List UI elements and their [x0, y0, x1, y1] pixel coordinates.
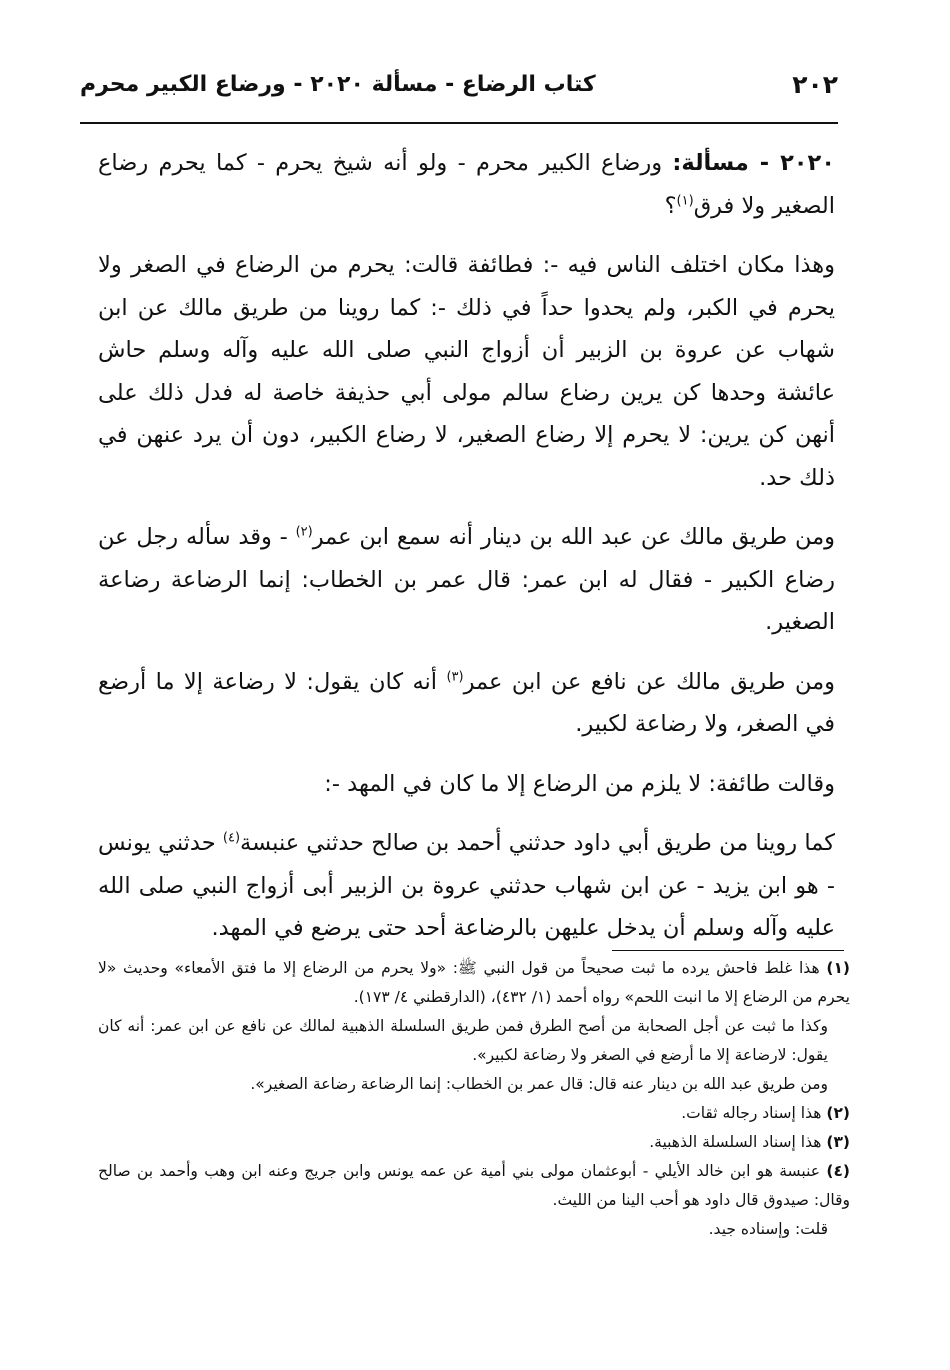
- footnote-3-number: (٣): [826, 1133, 850, 1151]
- footnote-ref-2[interactable]: (٢): [295, 524, 313, 540]
- paragraph-nafi: [98, 661, 835, 746]
- footnote-1-number: (١): [826, 959, 850, 977]
- footnote-3-text: هذا إسناد السلسلة الذهبية.: [649, 1133, 822, 1151]
- footnote-2-number: (٢): [826, 1104, 850, 1122]
- footnote-ref-4[interactable]: (٤): [222, 830, 241, 846]
- footnote-1-end: ومن طريق عبد الله بن دينار عنه قال: قال عمر بن الخطاب: إنما الرضاعة رضاعة الصغير».: [250, 1075, 828, 1093]
- footnote-4: [98, 1157, 850, 1215]
- footnote-4-text: عنبسة هو ابن خالد الأيلي - أبوعثمان مولى بني أمية عن عمه يونس وابن جريج وعنه ابن وهب وأحمد بن صالح وقال: صيدوق قال داود هو أحب الينا من الليث.: [98, 1162, 850, 1209]
- footnote-4-note: قلت: وإسناده جيد.: [708, 1220, 828, 1238]
- paragraph-nafi-b: أنه كان يقول: لا رضاعة إلا ما أرضع في الصغر، ولا رضاعة لكبير.: [98, 668, 835, 737]
- footnote-2: [98, 1099, 850, 1128]
- footnote-1-continued: وكذا ما ثبت عن أجل الصحابة من أصح الطرق فمن طريق السلسلة الذهبية لمالك عن نافع عن ابن عمر: أنه كان يقول: لارضاعة إلا ما أرضع في الصغر ولا رضاعة لكبير».: [98, 1017, 828, 1064]
- paragraph-abu-dawud-b: حدثني يونس - هو ابن يزيد - عن ابن شهاب حدثني عروة بن الزبير أبى أزواج النبي صلى الله عليه وآله وسلم أن يدخل عليهن بالرضاعة أحد حتى يرضع في المهد.: [98, 830, 835, 941]
- footnote-3: [98, 1128, 850, 1157]
- issue-label: ٢٠٢٠ - مسألة:: [672, 150, 835, 176]
- main-text: [98, 142, 835, 967]
- paragraph-disagreement: وهذا مكان اختلف الناس فيه -: فطائفة قالت: يحرم من الرضاع في الصغر ولا يحرم في الكبر، ولم يحدوا حداً في ذلك -: كما روينا من طريق مالك عن ابن شهاب عن عروة بن الزبير أن أزواج النبي صلى الله عليه وآله وسلم حاش عائشة وحدها كن يرين رضاع سالم مولى أبي حذيفة خاصة له فدل ذلك على أنهن كن يرين: لا يحرم إلا رضاع الصغير، لا رضاع الكبير، دون أن يرد عنهن في ذلك حد.: [98, 252, 835, 491]
- paragraph-ibn-dinar: [98, 516, 835, 644]
- paragraph-second-group: وقالت طائفة: لا يلزم من الرضاع إلا ما كان في المهد -:: [324, 770, 835, 797]
- paragraph-ibn-dinar-b: - وقد سأله رجل عن رضاع الكبير - فقال له ابن عمر: قال عمر بن الخطاب: إنما الرضاعة رضاعة الصغير.: [98, 524, 835, 635]
- issue-paragraph: [98, 142, 835, 227]
- paragraph-abu-dawud: [98, 822, 835, 950]
- footnote-ref-3[interactable]: (٣): [446, 669, 464, 684]
- footnote-1-text: هذا غلط فاحش يرده ما ثبت صحيحاً من قول النبي ﷺ: «ولا يحرم من الرضاع إلا ما فتق الأمعاء» وحديث «لا يحرم من الرضاع إلا ما انبت اللحم» رواه أحمد (١/ ٤٣٢)، (الدارقطني ٤/ ١٧٣).: [98, 959, 850, 1006]
- paragraph-abu-dawud-a: كما روينا من طريق أبي داود حدثني أحمد بن صالح حدثني عنبسة: [240, 830, 835, 856]
- page-header: [80, 70, 838, 114]
- running-title: كتاب الرضاع - مسألة ٢٠٢٠ - ورضاع الكبير محرم: [80, 72, 596, 97]
- footnote-separator: [612, 950, 844, 951]
- paragraph-nafi-a: ومن طريق مالك عن نافع عن ابن عمر: [463, 668, 835, 695]
- issue-text: ورضاع الكبير محرم - ولو أنه شيخ يحرم - كما يحرم رضاع الصغير ولا فرق: [98, 150, 835, 219]
- issue-end: ؟: [664, 192, 677, 219]
- page-number: ٢٠٢: [792, 70, 838, 99]
- footnotes: [98, 954, 850, 1244]
- header-rule: [80, 122, 838, 124]
- footnote-1: [98, 954, 850, 1012]
- footnote-4-number: (٤): [826, 1162, 850, 1180]
- footnote-ref-1[interactable]: (١): [676, 193, 694, 208]
- paragraph-ibn-dinar-a: ومن طريق مالك عن عبد الله بن دينار أنه سمع ابن عمر: [312, 524, 835, 550]
- footnote-2-text: هذا إسناد رجاله ثقات.: [681, 1104, 822, 1122]
